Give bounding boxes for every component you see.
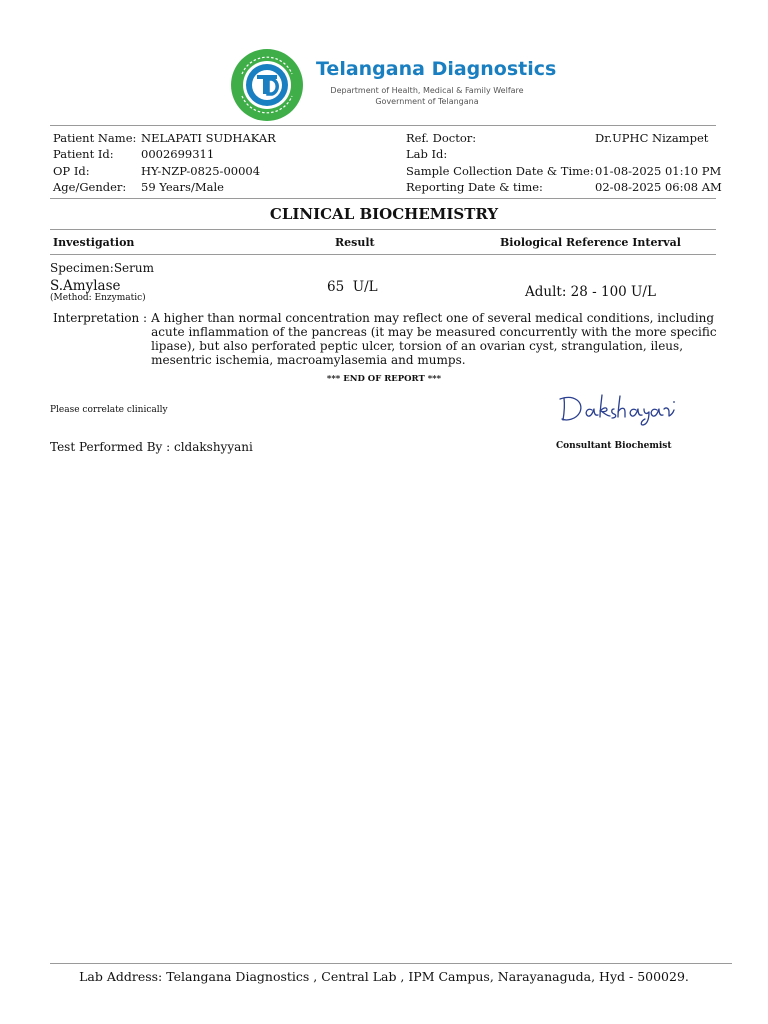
test-name: S.Amylase <box>50 278 121 294</box>
patient-name-value: NELAPATI SUDHAKAR <box>141 131 276 145</box>
interpretation-text: A higher than normal concentration may reflect one of several medical conditions, including acute inflammation of the pancreas (it may be measured concurrently with the more specific lipase), but also perforated peptic ulcer, torsion of an ovarian cyst, strangulation, ileus, mesentric ischemia, macroamylasemia and mumps. <box>151 311 717 367</box>
patient-id-value: 0002699311 <box>141 147 215 161</box>
sample-collection-label: Sample Collection Date & Time: <box>406 164 594 178</box>
end-of-report: *** END OF REPORT *** <box>326 374 442 384</box>
header-divider <box>50 125 716 126</box>
brand-name: Telangana Diagnostics <box>316 58 557 80</box>
reference-interval: Adult: 28 - 100 U/L <box>525 284 656 300</box>
patient-id-label: Patient Id: <box>53 147 114 161</box>
telangana-diagnostics-logo-icon <box>230 48 304 122</box>
column-header-investigation: Investigation <box>53 236 135 249</box>
test-result-value: 65 U/L <box>327 279 378 295</box>
section-title: CLINICAL BIOCHEMISTRY <box>269 205 499 223</box>
department-line: Department of Health, Medical & Family Welfare <box>330 86 524 95</box>
reporting-date-value: 02-08-2025 06:08 AM <box>595 180 722 194</box>
lab-id-label: Lab Id: <box>406 147 448 161</box>
age-gender-value: 59 Years/Male <box>141 180 224 194</box>
interpretation-block <box>53 311 723 367</box>
age-gender-label: Age/Gender: <box>53 180 127 194</box>
sample-collection-value: 01-08-2025 01:10 PM <box>595 164 722 178</box>
table-header-bottom-border <box>50 254 716 255</box>
handwritten-signature-icon <box>556 390 678 426</box>
op-id-value: HY-NZP-0825-00004 <box>141 164 261 178</box>
table-header-top-border <box>50 229 716 230</box>
patient-info-divider <box>50 198 716 199</box>
reporting-date-label: Reporting Date & time: <box>406 180 543 194</box>
signatory-title: Consultant Biochemist <box>556 441 672 451</box>
test-performed-by: Test Performed By : cldakshyyani <box>50 440 253 454</box>
correlate-note: Please correlate clinically <box>50 405 168 415</box>
interpretation-label: Interpretation : <box>53 311 148 325</box>
op-id-label: OP Id: <box>53 164 90 178</box>
column-header-reference: Biological Reference Interval <box>500 236 681 249</box>
government-line: Government of Telangana <box>375 97 479 106</box>
column-header-result: Result <box>335 236 375 249</box>
patient-name-label: Patient Name: <box>53 131 137 145</box>
footer-divider <box>50 963 732 964</box>
specimen-label: Specimen:Serum <box>50 261 154 275</box>
lab-address: Lab Address: Telangana Diagnostics , Central Lab , IPM Campus, Narayanaguda, Hyd - 500029. <box>79 969 689 984</box>
department-block <box>316 85 538 107</box>
ref-doctor-label: Ref. Doctor: <box>406 131 477 145</box>
ref-doctor-value: Dr.UPHC Nizampet <box>595 131 709 145</box>
test-method: (Method: Enzymatic) <box>50 293 146 303</box>
